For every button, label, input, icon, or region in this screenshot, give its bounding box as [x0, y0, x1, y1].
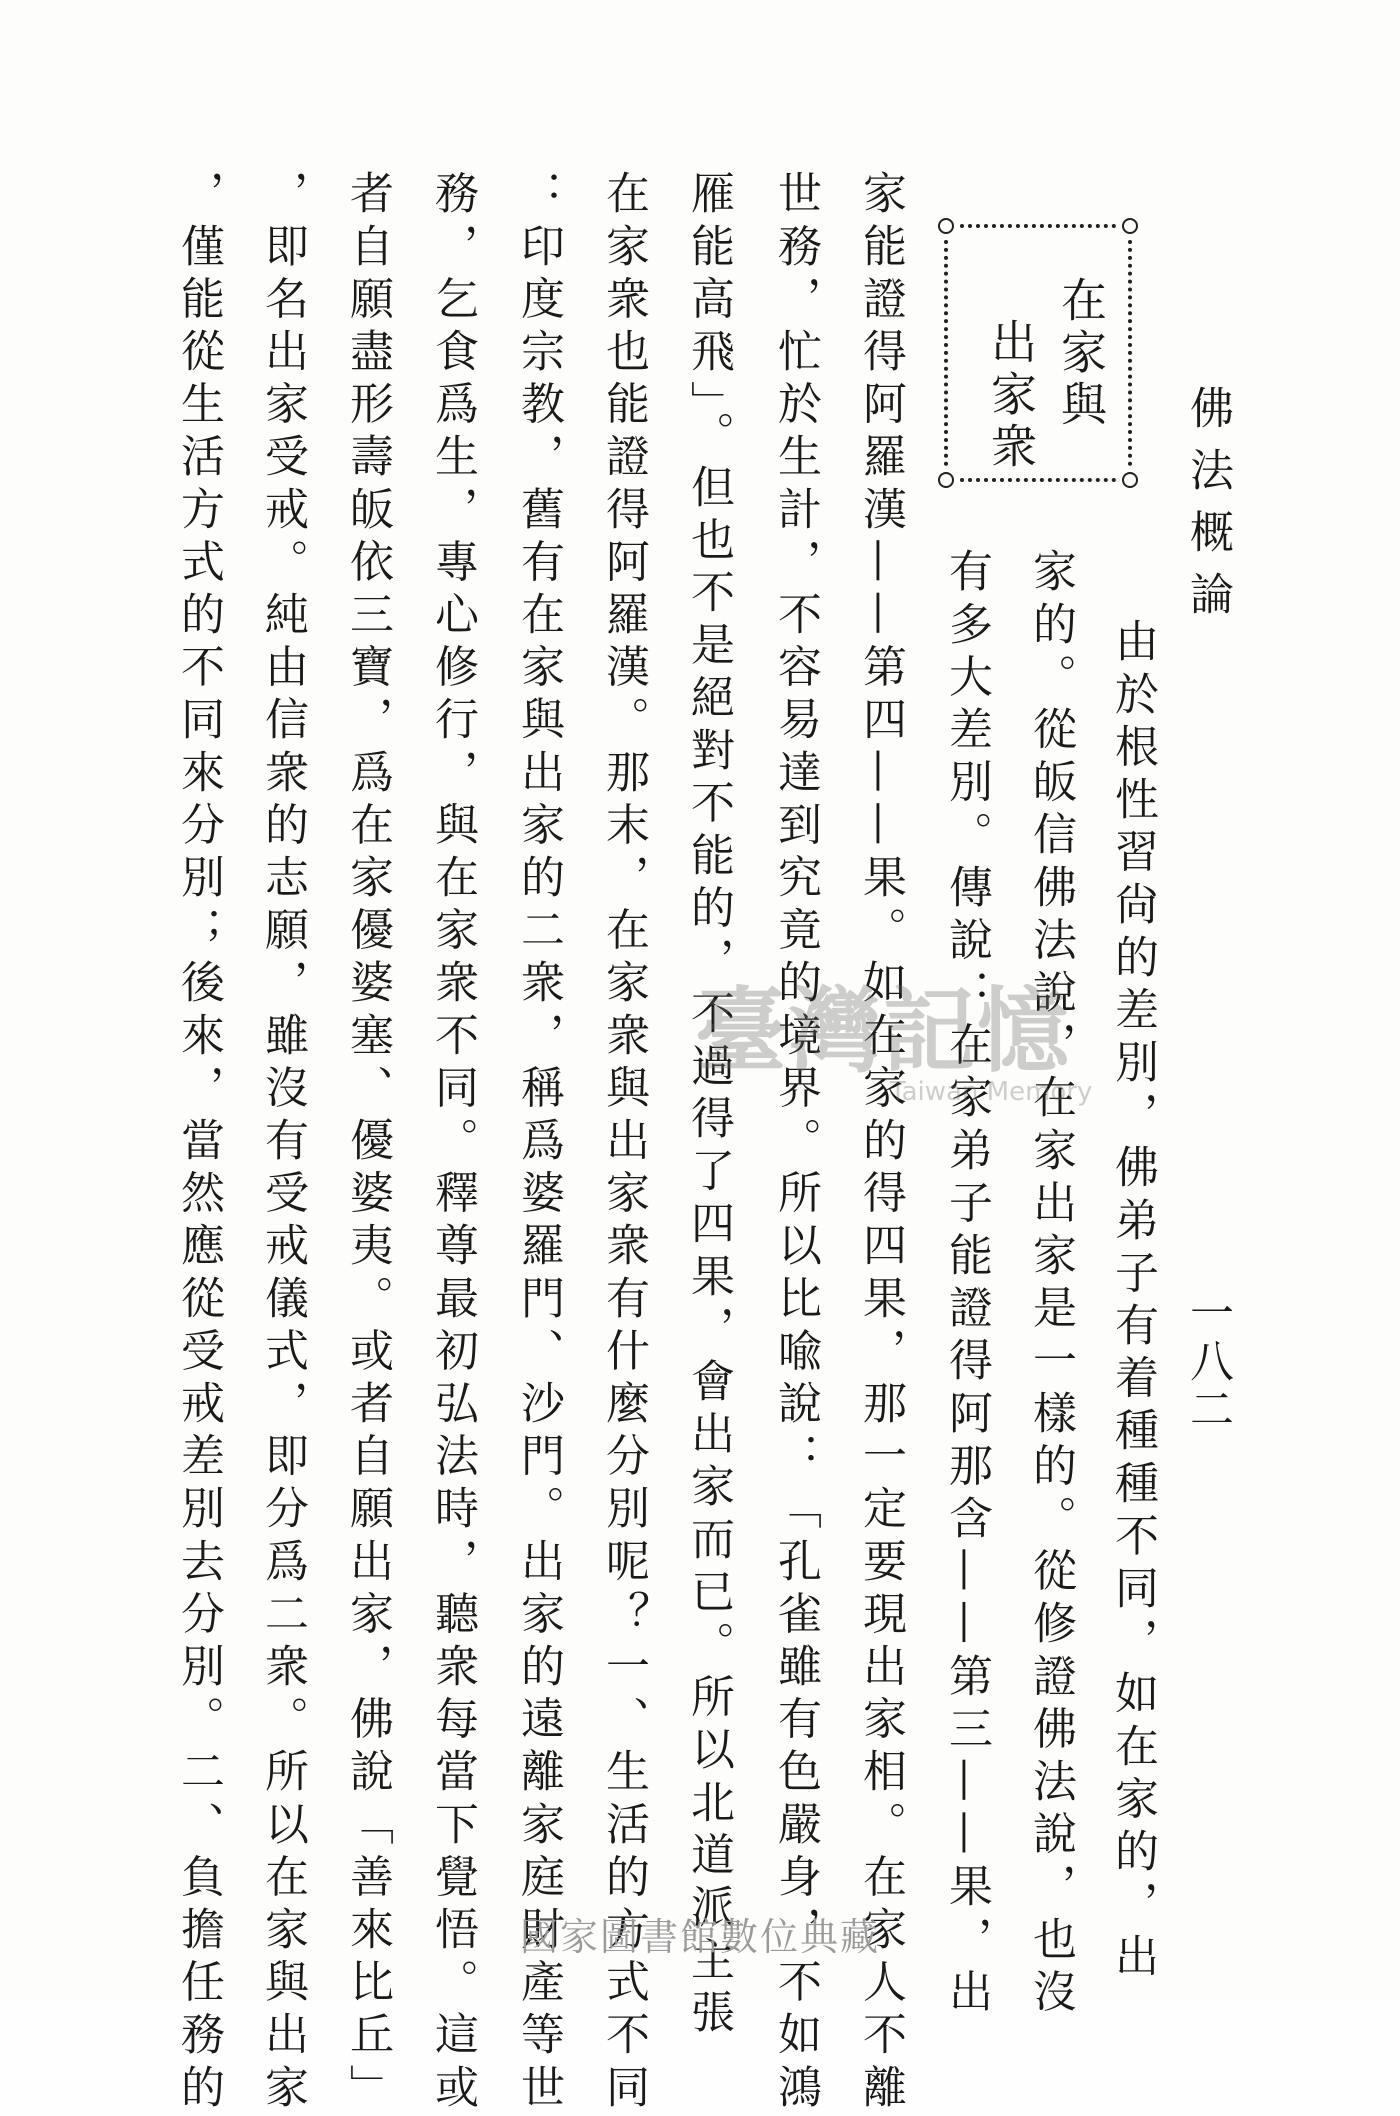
body-text-column: 務，乞食爲生，專心修行，與在家衆不同。釋尊最初弘法時，聽衆每當下覺悟。這或 — [427, 170, 478, 2116]
page-number: 一八二 — [1182, 1290, 1233, 1434]
body-text-column: 家能證得阿羅漢——第四——果。如在家的得四果，那一定要現出家相。在家人不離 — [855, 170, 906, 2116]
box-corner-ring — [938, 472, 954, 488]
body-text-column: 世務，忙於生計，不容易達到究竟的境界。所以比喩說：「孔雀雖有色嚴身，不如鴻 — [770, 170, 821, 2116]
section-heading-line-2: 出家衆 — [984, 318, 1038, 474]
section-heading-box — [938, 218, 1138, 488]
box-corner-ring — [1122, 472, 1138, 488]
body-text-column: ，僅能從生活方式的不同來分別；後來，當然應從受戒差別去分別。二、負擔任務的 — [173, 170, 224, 2116]
box-left-dotted-border — [944, 240, 948, 466]
running-title: 佛法概論 — [1182, 385, 1233, 633]
box-right-dotted-border — [1128, 240, 1132, 466]
body-text-column: ：印度宗教，舊有在家與出家的二衆，稱爲婆羅門、沙門。出家的遠離家庭財產等世 — [513, 170, 564, 2116]
watermark-chinese-text: 臺灣記憶 — [695, 977, 1072, 1085]
body-text-column: 在家衆也能證得阿羅漢。那末，在家衆與出家衆有什麼分別呢？一、生活的方式不同 — [598, 170, 649, 2116]
body-text-column: 者自願盡形壽皈依三寶，爲在家優婆塞、優婆夷。或者自願出家，佛說「善來比丘」 — [342, 170, 393, 2116]
footer-library-credit: 國家圖書館數位典藏 — [519, 1915, 880, 1959]
box-corner-ring — [1122, 218, 1138, 234]
body-text-column: 家的。從皈信佛法說，在家出家是一樣的。從修證佛法說，也沒 — [1025, 548, 1076, 2021]
body-text-column: ，即名出家受戒。純由信衆的志願，雖沒有受戒儀式，即分爲二衆。所以在家與出家 — [257, 170, 308, 2116]
box-top-dotted-border — [960, 224, 1116, 228]
body-text-column: 雁能高飛」。但也不是絕對不能的，不過得了四果，會出家而已。所以北道派主張 — [683, 170, 734, 2042]
box-corner-ring — [938, 218, 954, 234]
box-bottom-dotted-border — [960, 478, 1116, 482]
watermark-english-text: Taiwan Memory — [890, 1077, 1093, 1107]
body-text-column: 有多大差別。傳說：在家弟子能證得阿那含——第三——果，出 — [941, 548, 992, 2021]
body-text-column: 由於根性習尙的差別，佛弟子有着種種不同，如在家的，出 — [1107, 618, 1158, 1986]
section-heading-line-1: 在家與 — [1054, 276, 1108, 432]
